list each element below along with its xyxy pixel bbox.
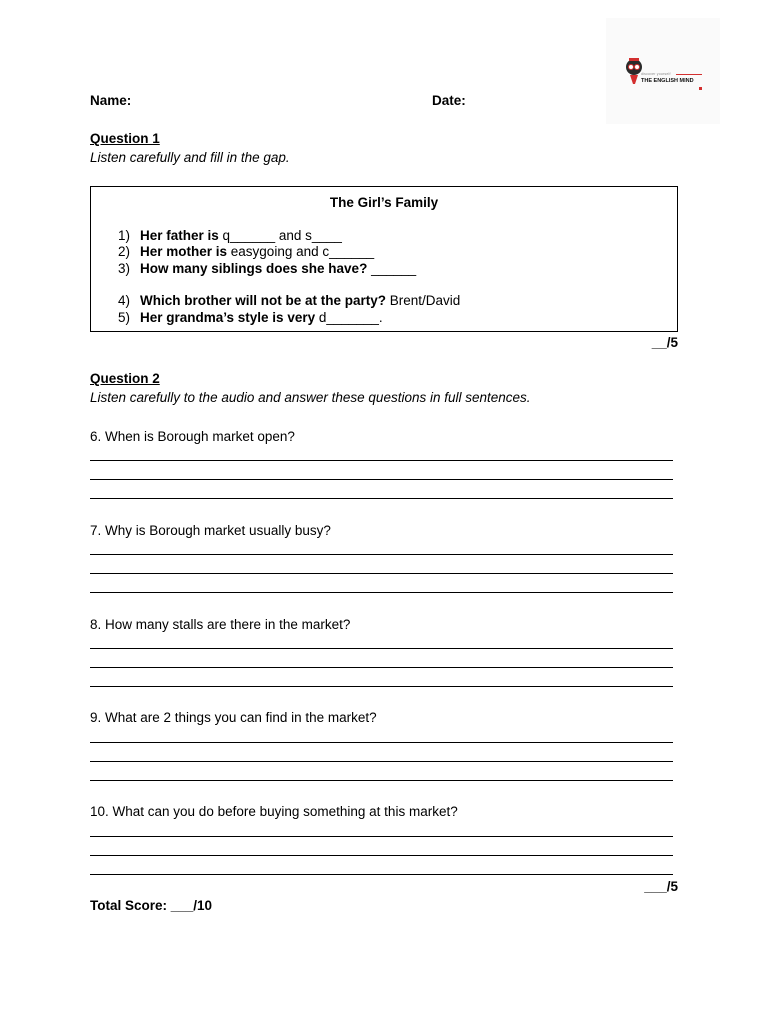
logo-divider (676, 74, 702, 75)
item-number: 2) (118, 244, 131, 259)
answer-line[interactable] (90, 761, 673, 762)
item-prompt: How many siblings does she have? (140, 261, 372, 276)
logo-dot (699, 87, 702, 90)
gap-item-4 (118, 293, 460, 308)
question-6: 6. When is Borough market open? (90, 429, 295, 444)
answer-line[interactable] (90, 554, 673, 555)
answer-line[interactable] (90, 479, 673, 480)
logo-name: THE ENGLISH MIND (641, 78, 694, 84)
item-prompt: Her mother is (140, 244, 231, 259)
question-7: 7. Why is Borough market usually busy? (90, 523, 331, 538)
gap-item-5 (118, 310, 383, 325)
total-score: Total Score: ___/10 (90, 898, 213, 913)
date-label: Date: (432, 93, 466, 108)
answer-line[interactable] (90, 855, 673, 856)
answer-line[interactable] (90, 460, 673, 461)
item-number: 3) (118, 261, 131, 276)
answer-line[interactable] (90, 836, 673, 837)
item-number: 4) (118, 293, 131, 308)
answer-line[interactable] (90, 573, 673, 574)
gap-item-3 (118, 261, 416, 276)
item-gap: d_______. (318, 310, 383, 325)
answer-line[interactable] (90, 742, 673, 743)
question-1-heading: Question 1 (90, 131, 160, 146)
logo-tagline: discover yourself (641, 72, 671, 76)
box-title: The Girl’s Family (329, 195, 439, 210)
answer-line[interactable] (90, 498, 673, 499)
item-prompt: Her father is (140, 228, 223, 243)
answer-line[interactable] (90, 592, 673, 593)
item-gap: ______ (371, 261, 417, 276)
item-gap: easygoing and c______ (230, 244, 375, 259)
question-10: 10. What can you do before buying something at this market? (90, 804, 458, 819)
item-prompt: Her grandma’s style is very (140, 310, 319, 325)
item-gap: q______ and s____ (222, 228, 342, 243)
question-1-score: __/5 (651, 335, 678, 350)
gap-item-2 (118, 244, 374, 259)
name-label: Name: (90, 93, 132, 108)
item-gap: Brent/David (389, 293, 461, 308)
answer-line[interactable] (90, 780, 673, 781)
question-9: 9. What are 2 things you can find in the market? (90, 710, 377, 725)
question-2-score: ___/5 (644, 879, 678, 894)
item-number: 5) (118, 310, 131, 325)
answer-line[interactable] (90, 686, 673, 687)
question-2-instruction: Listen carefully to the audio and answer these questions in full sentences. (90, 390, 531, 405)
gap-item-1 (118, 228, 342, 243)
answer-line[interactable] (90, 667, 673, 668)
question-1-instruction: Listen carefully and fill in the gap. (90, 150, 290, 165)
item-prompt: Which brother will not be at the party? (140, 293, 390, 308)
answer-line[interactable] (90, 874, 673, 875)
question-2-heading: Question 2 (90, 371, 160, 386)
question-8: 8. How many stalls are there in the market? (90, 617, 351, 632)
answer-line[interactable] (90, 648, 673, 649)
item-number: 1) (118, 228, 131, 243)
